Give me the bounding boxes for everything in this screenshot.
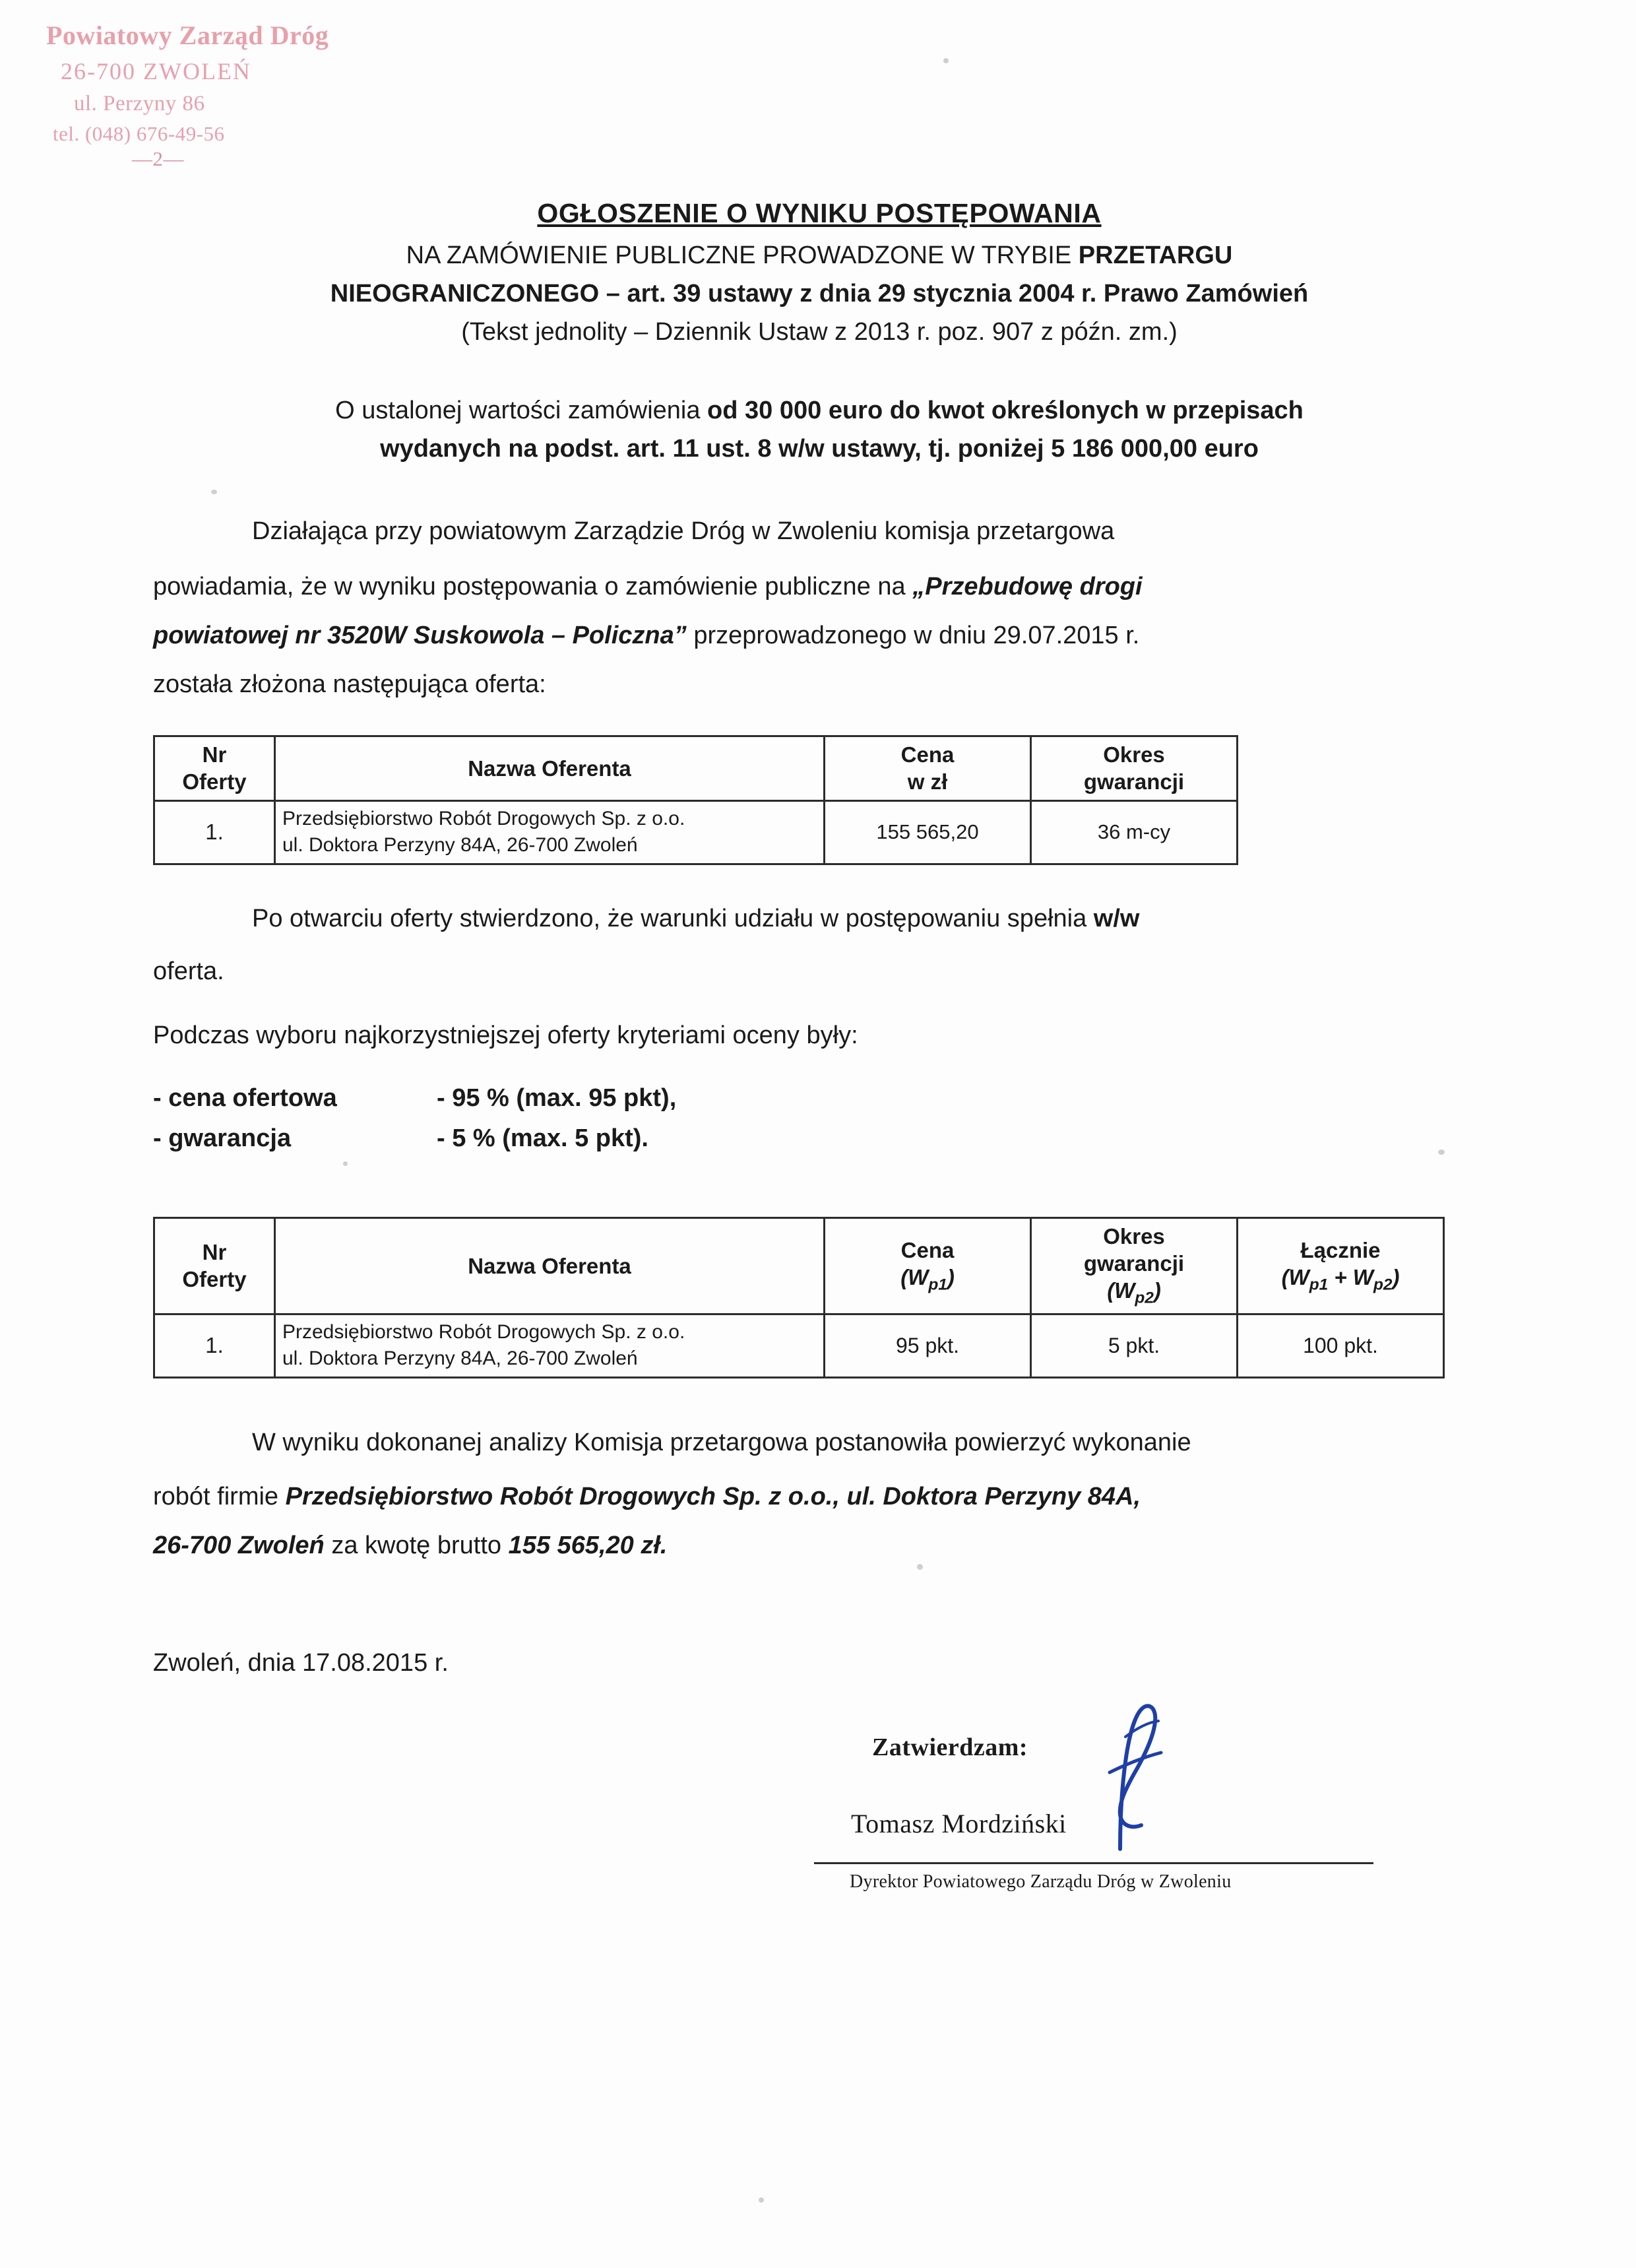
column-header-offerer-name: Nazwa Oferenta [275, 1217, 825, 1314]
criteria-value-price: - 95 % (max. 95 pkt), [437, 1084, 677, 1113]
header-price-line1: Cena [900, 742, 955, 767]
subtitle-line-3: (Tekst jednolity – Dziennik Ustaw z 2013 r. poz. 907 z późn. zm.) [461, 317, 1178, 346]
conditions-text-bold: w/w [1093, 904, 1140, 932]
column-header-offerer-name: Nazwa Oferenta [275, 736, 825, 801]
column-header-offer-number [154, 736, 275, 801]
cell-guarantee-points: 5 pkt. [1031, 1314, 1238, 1377]
offerer-address: ul. Doktora Perzyny 84A, 26-700 Zwoleń [282, 1347, 638, 1370]
conditions-text-normal: Po otwarciu oferty stwierdzono, że warunki udziału w postępowaniu spełnia [252, 904, 1094, 932]
signatory-role: Dyrektor Powiatowego Zarządu Dróg w Zwoleniu [850, 1871, 1232, 1892]
conclusion-line-1: W wyniku dokonanej analizy Komisja przetargowa postanowiła powierzyć wykonanie [252, 1428, 1191, 1456]
column-header-price-points [825, 1217, 1031, 1314]
intro-paragraph-cont [153, 562, 1486, 709]
document-body [153, 198, 1486, 1933]
column-header-price [825, 736, 1031, 801]
column-header-offer-number [154, 1217, 275, 1314]
stamp-org-name: Powiatowy Zarząd Dróg [46, 20, 329, 50]
cell-offerer-name [275, 800, 825, 864]
signatory-name: Tomasz Mordziński [851, 1808, 1067, 1838]
project-name-part-2: powiatowej nr 3520W Suskowola – Policzna” [153, 621, 687, 649]
column-header-guarantee [1031, 736, 1238, 801]
cell-price-points: 95 pkt. [825, 1314, 1031, 1377]
value-line-1-normal: O ustalonej wartości zamówienia [335, 397, 708, 425]
criteria-value-guarantee: - 5 % (max. 5 pkt). [437, 1124, 648, 1153]
cell-price: 155 565,20 [825, 800, 1031, 864]
header-nr-line2: Oferty [182, 1267, 247, 1292]
scan-speck [759, 2197, 764, 2203]
cell-guarantee: 36 m-cy [1031, 800, 1238, 864]
stamp-phone: tel. (048) 676-49-56 [53, 121, 225, 145]
header-guarantee-symbol: $(W_{p2})$ [1107, 1278, 1161, 1308]
awarded-company-city: 26-700 Zwoleń [153, 1531, 325, 1559]
intro-line-1: Działająca przy powiatowym Zarządzie Dróg w Zwoleniu komisja przetargowa [252, 517, 1115, 545]
criteria-list [153, 1078, 1486, 1159]
offerer-company: Przedsiębiorstwo Robót Drogowych Sp. z o.o. [282, 1320, 685, 1343]
criteria-item [153, 1118, 1486, 1159]
value-line-2: wydanych na podst. art. 11 ust. 8 w/w ustawy, tj. poniżej 5 186 000,00 euro [380, 435, 1259, 463]
conditions-paragraph [153, 894, 1486, 943]
header-total-line1: Łącznie [1300, 1237, 1381, 1262]
cell-offer-number: 1. [154, 1314, 275, 1377]
intro-paragraph [153, 507, 1486, 556]
subtitle-line-1-bold: PRZETARGU [1078, 242, 1233, 269]
subtitle-line-1-normal: NA ZAMÓWIENIE PUBLICZNE PROWADZONE W TRYBIE [406, 242, 1079, 269]
place-and-date: Zwoleń, dnia 17.08.2015 r. [153, 1648, 449, 1677]
conditions-paragraph-cont [153, 947, 1486, 996]
office-stamp [46, 17, 329, 174]
conclusion-paragraph-cont [153, 1472, 1486, 1570]
offerer-address: ul. Doktora Perzyny 84A, 26-700 Zwoleń [282, 834, 638, 857]
header-guarantee-line2: gwarancji [1083, 769, 1185, 794]
header-price-symbol: $(W_{p1})$ [900, 1264, 955, 1294]
cell-offerer-name [275, 1314, 825, 1377]
criteria-label-price: - cena ofertowa [153, 1084, 337, 1113]
subtitle-line-2: NIEOGRANICZONEGO – art. 39 ustawy z dnia 29 stycznia 2004 r. Prawo Zamówień [330, 279, 1309, 308]
conclusion-line-3-normal: za kwotę brutto [324, 1531, 509, 1559]
table-row [154, 1314, 1444, 1377]
signature-block [153, 1716, 1486, 1933]
stamp-postal-city: 26-700 ZWOLEŃ [61, 57, 251, 84]
table-header-row [154, 736, 1238, 801]
document-subtitle [153, 237, 1486, 351]
table-header-row [154, 1217, 1444, 1314]
header-nr-line2: Oferty [182, 769, 247, 794]
page-number-mark: —2— [132, 146, 184, 170]
header-guarantee-line2: gwarancji [1083, 1251, 1185, 1276]
column-header-guarantee-points [1031, 1217, 1238, 1314]
scores-table [153, 1217, 1445, 1378]
header-price-line1: Cena [900, 1237, 955, 1262]
criteria-item [153, 1078, 1486, 1118]
header-guarantee-line1: Okres [1103, 742, 1165, 767]
intro-line-4: została złożona następująca oferta: [153, 670, 546, 699]
cell-offer-number: 1. [154, 800, 275, 864]
header-nr-line1: Nr [202, 1240, 227, 1264]
stamp-street: ul. Perzyny 86 [74, 91, 205, 115]
project-name-part-1: „Przebudowę drogi [912, 572, 1143, 600]
criteria-heading: Podczas wyboru najkorzystniejszej oferty kryteriami oceny były: [153, 1021, 858, 1049]
value-line-1-bold: od 30 000 euro do kwot określonych w przepisach [707, 397, 1304, 425]
contract-value-block [153, 392, 1486, 469]
signature-rule [814, 1862, 1373, 1864]
header-total-symbol: $(W_{p1} + W_{p2})$ [1281, 1264, 1400, 1294]
criteria-label-guarantee: - gwarancja [153, 1124, 292, 1153]
intro-line-2-normal: powiadamia, że w wyniku postępowania o zamówienie publiczne na [153, 572, 913, 600]
awarded-amount: 155 565,20 zł. [508, 1531, 668, 1559]
header-nr-line1: Nr [202, 742, 227, 767]
offers-table [153, 735, 1238, 865]
offerer-company: Przedsiębiorstwo Robót Drogowych Sp. z o.o. [282, 807, 685, 829]
scan-speck [943, 58, 949, 63]
intro-line-3-normal: przeprowadzonego w dniu 29.07.2015 r. [686, 621, 1140, 649]
cell-total-points: 100 pkt. [1238, 1314, 1444, 1377]
handwritten-signature-icon [1057, 1699, 1202, 1857]
header-price-line2: w zł [907, 769, 948, 794]
header-guarantee-line1: Okres [1103, 1223, 1165, 1248]
page-title: OGŁOSZENIE O WYNIKU POSTĘPOWANIA [537, 198, 1102, 228]
table-row [154, 800, 1238, 864]
conditions-text-end: oferta. [153, 957, 224, 985]
awarded-company: Przedsiębiorstwo Robót Drogowych Sp. z o.o., ul. Doktora Perzyny 84A, [285, 1482, 1141, 1510]
approval-label: Zatwierdzam: [872, 1733, 1028, 1761]
conclusion-line-2-normal: robót firmie [153, 1482, 286, 1510]
conclusion-paragraph [153, 1418, 1486, 1467]
column-header-total-points [1238, 1217, 1444, 1314]
